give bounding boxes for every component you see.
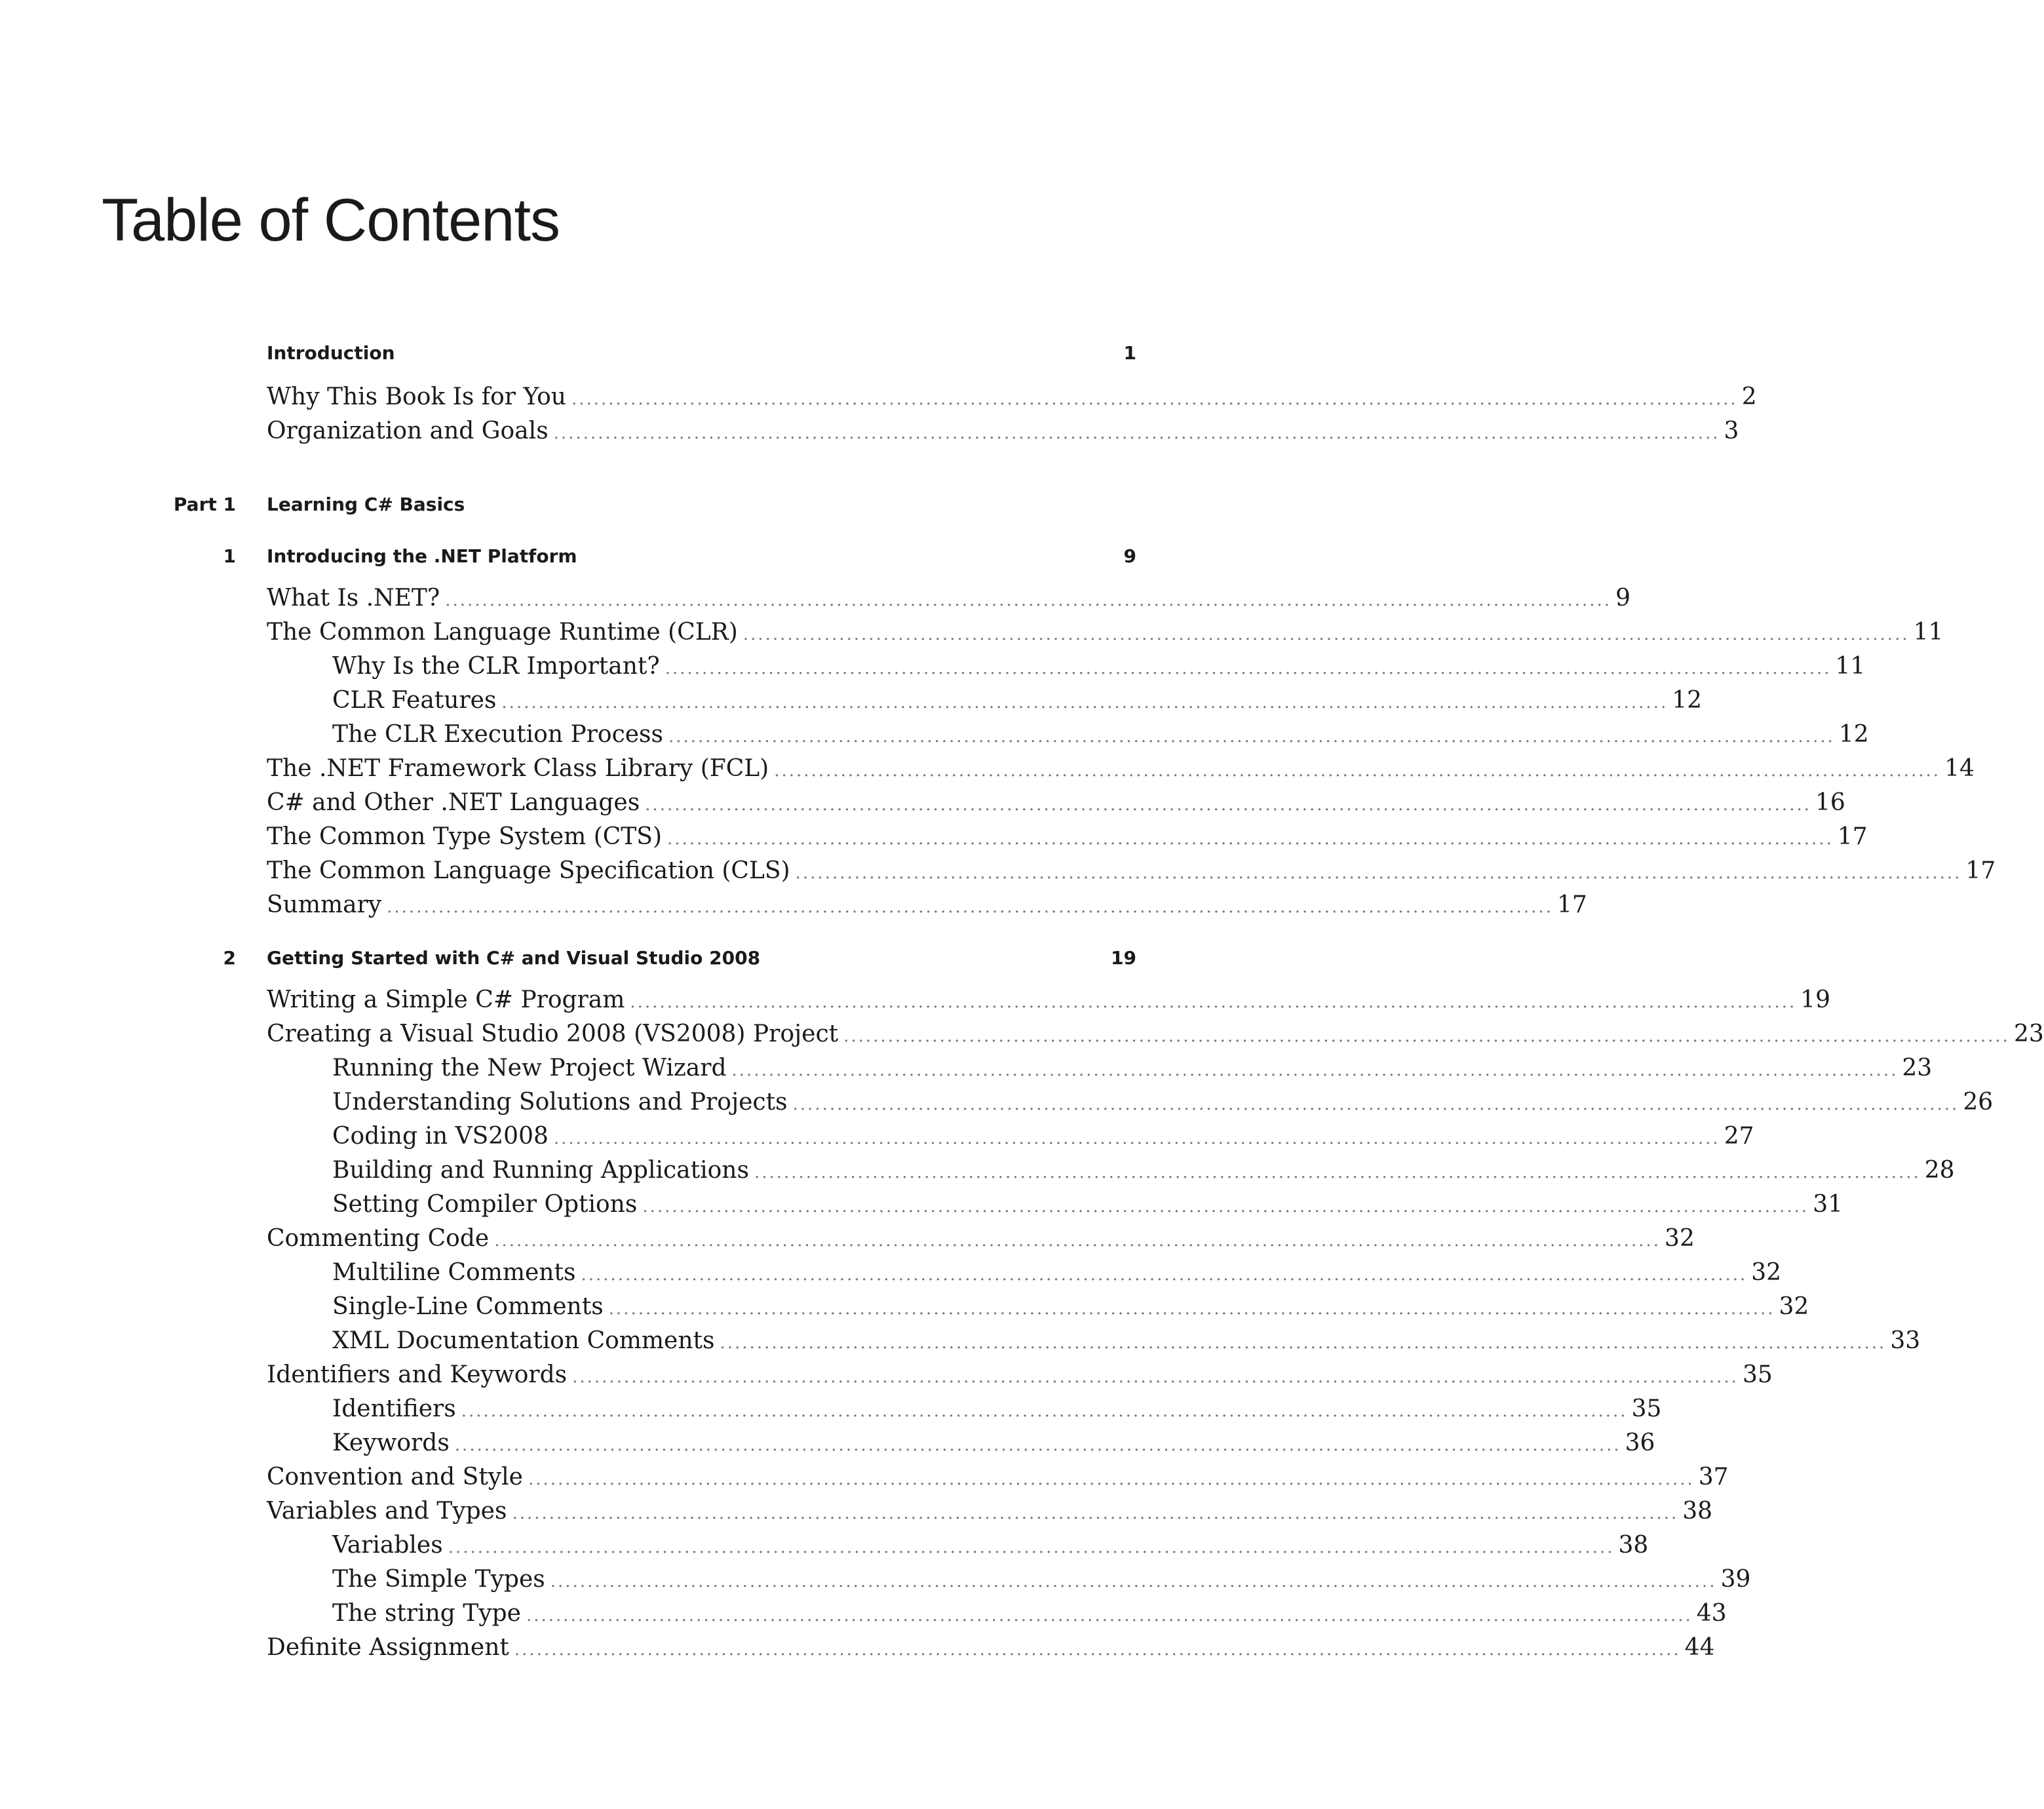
- toc-entry[interactable]: [267, 418, 1739, 444]
- dot-leader: ..............................................................................................................................................................: [792, 1095, 1959, 1114]
- dot-leader: ..............................................................................................................................................................: [795, 863, 1962, 883]
- entry-page-number: 38: [1682, 1498, 1713, 1525]
- entry-label: The Common Language Runtime (CLR): [267, 619, 738, 646]
- toc-entry[interactable]: [267, 755, 1975, 782]
- introduction-heading[interactable]: [267, 342, 1136, 364]
- entry-label: Variables and Types: [267, 1498, 507, 1525]
- entry-page-number: 37: [1698, 1464, 1729, 1490]
- chapter-number: 2: [223, 947, 236, 969]
- page-title: Table of Contents: [102, 187, 560, 254]
- toc-entry[interactable]: [267, 789, 1845, 816]
- entry-page-number: 12: [1838, 721, 1869, 748]
- part-heading[interactable]: [267, 494, 1136, 515]
- entry-label: The Common Type System (CTS): [267, 823, 663, 850]
- chapter-number: 1: [223, 545, 236, 567]
- entry-page-number: 32: [1751, 1259, 1782, 1286]
- toc-entry[interactable]: [332, 1055, 1933, 1081]
- dot-leader: ..............................................................................................................................................................: [667, 829, 1834, 849]
- entry-label: Multiline Comments: [332, 1259, 576, 1286]
- entry-page-number: 38: [1618, 1532, 1649, 1559]
- dot-leader: ..............................................................................................................................................................: [581, 1265, 1748, 1285]
- dot-leader: ..............................................................................................................................................................: [742, 625, 1910, 644]
- entry-label: The CLR Execution Process: [332, 721, 663, 748]
- toc-entry[interactable]: [332, 1600, 1727, 1627]
- toc-entry[interactable]: [267, 1498, 1713, 1525]
- dot-leader: ..............................................................................................................................................................: [501, 693, 1668, 712]
- entry-page-number: 39: [1720, 1566, 1751, 1593]
- toc-entry[interactable]: [332, 1123, 1754, 1150]
- dot-leader: ..............................................................................................................................................................: [512, 1504, 1679, 1523]
- entry-label: Creating a Visual Studio 2008 (VS2008) Project: [267, 1021, 839, 1047]
- heading-title: Introduction: [267, 342, 395, 364]
- dot-leader: ..............................................................................................................................................................: [668, 727, 1835, 747]
- entry-label: Writing a Simple C# Program: [267, 986, 625, 1013]
- toc-entry[interactable]: [332, 653, 1866, 680]
- chapter-page-number: 9: [1123, 545, 1136, 567]
- dot-leader: ..............................................................................................................................................................: [720, 1333, 1887, 1353]
- entry-page-number: 23: [1902, 1055, 1933, 1081]
- dot-leader: ..............................................................................................................................................................: [553, 423, 1720, 443]
- entry-page-number: 35: [1631, 1395, 1662, 1422]
- toc-entry[interactable]: [267, 619, 1944, 646]
- entry-page-number: 11: [1913, 619, 1944, 646]
- entry-page-number: 32: [1779, 1293, 1809, 1320]
- entry-page-number: 17: [1965, 857, 1996, 884]
- dot-leader: ..............................................................................................................................................................: [445, 591, 1612, 610]
- toc-entry[interactable]: [267, 1225, 1695, 1252]
- dot-leader: ..............................................................................................................................................................: [642, 1197, 1809, 1216]
- dot-leader: ..............................................................................................................................................................: [528, 1469, 1695, 1489]
- toc-entry[interactable]: [332, 1566, 1751, 1593]
- entry-label: Identifiers and Keywords: [267, 1361, 568, 1388]
- entry-page-number: 26: [1963, 1089, 1994, 1116]
- dot-leader: ..............................................................................................................................................................: [630, 992, 1797, 1012]
- entry-label: Why Is the CLR Important?: [332, 653, 660, 680]
- toc-entry[interactable]: [332, 1089, 1994, 1116]
- dot-leader: ..............................................................................................................................................................: [550, 1572, 1717, 1591]
- entry-label: Organization and Goals: [267, 418, 549, 444]
- toc-entry[interactable]: [267, 823, 1868, 850]
- dot-leader: ..............................................................................................................................................................: [572, 1367, 1739, 1387]
- entry-page-number: 27: [1724, 1123, 1754, 1150]
- entry-label: Setting Compiler Options: [332, 1191, 638, 1218]
- dot-leader: ..............................................................................................................................................................: [774, 761, 1941, 781]
- dot-leader: ..............................................................................................................................................................: [387, 897, 1553, 917]
- entry-page-number: 44: [1684, 1634, 1715, 1661]
- entry-label: Why This Book Is for You: [267, 383, 566, 410]
- dot-leader: ..............................................................................................................................................................: [571, 389, 1738, 409]
- entry-page-number: 31: [1813, 1191, 1843, 1218]
- entry-page-number: 9: [1615, 585, 1630, 612]
- entry-label: Variables: [332, 1532, 443, 1559]
- entry-page-number: 12: [1672, 687, 1703, 714]
- chapter-heading[interactable]: [267, 545, 1136, 567]
- dot-leader: ..............................................................................................................................................................: [461, 1401, 1628, 1421]
- entry-label: CLR Features: [332, 687, 497, 714]
- entry-label: The Common Language Specification (CLS): [267, 857, 790, 884]
- entry-page-number: 33: [1890, 1327, 1921, 1354]
- toc-entry[interactable]: [267, 1021, 2044, 1047]
- chapter-title: Introducing the .NET Platform: [267, 545, 577, 567]
- part-label: Part 1: [173, 494, 236, 515]
- entry-label: C# and Other .NET Languages: [267, 789, 640, 816]
- entry-page-number: 23: [2013, 1021, 2044, 1047]
- entry-label: What Is .NET?: [267, 585, 440, 612]
- toc-entry[interactable]: [267, 857, 1996, 884]
- toc-entry[interactable]: [332, 687, 1703, 714]
- entry-page-number: 32: [1665, 1225, 1695, 1252]
- toc-entry[interactable]: [332, 1395, 1662, 1422]
- chapter-heading[interactable]: [267, 947, 1136, 969]
- toc-entry[interactable]: [332, 1532, 1649, 1559]
- dot-leader: ..............................................................................................................................................................: [514, 1640, 1681, 1660]
- entry-page-number: 35: [1742, 1361, 1773, 1388]
- dot-leader: ..............................................................................................................................................................: [645, 795, 1811, 815]
- entry-page-number: 3: [1724, 418, 1739, 444]
- dot-leader: ..............................................................................................................................................................: [448, 1538, 1615, 1557]
- dot-leader: ..............................................................................................................................................................: [454, 1435, 1621, 1455]
- toc-entry[interactable]: [267, 986, 1831, 1013]
- toc-entry[interactable]: [332, 1157, 1955, 1184]
- entry-label: XML Documentation Comments: [332, 1327, 715, 1354]
- entry-page-number: 2: [1741, 383, 1757, 410]
- part-title: Learning C# Basics: [267, 494, 465, 515]
- entry-page-number: 43: [1696, 1600, 1727, 1627]
- entry-label: Summary: [267, 891, 382, 918]
- entry-label: The string Type: [332, 1600, 521, 1627]
- dot-leader: ..............................................................................................................................................................: [754, 1163, 1921, 1182]
- entry-page-number: 28: [1924, 1157, 1955, 1184]
- entry-label: Running the New Project Wizard: [332, 1055, 727, 1081]
- entry-label: The Simple Types: [332, 1566, 545, 1593]
- entry-page-number: 36: [1625, 1430, 1655, 1456]
- toc-entry[interactable]: [267, 585, 1630, 612]
- entry-page-number: 17: [1556, 891, 1587, 918]
- entry-label: Convention and Style: [267, 1464, 523, 1490]
- entry-label: Commenting Code: [267, 1225, 490, 1252]
- toc-entry[interactable]: [267, 1361, 1773, 1388]
- entry-label: Understanding Solutions and Projects: [332, 1089, 788, 1116]
- entry-page-number: 19: [1800, 986, 1831, 1013]
- toc-entry[interactable]: [332, 1430, 1655, 1456]
- dot-leader: ..............................................................................................................................................................: [665, 659, 1832, 678]
- dot-leader: ..............................................................................................................................................................: [843, 1026, 2010, 1046]
- entry-label: Single-Line Comments: [332, 1293, 604, 1320]
- dot-leader: ..............................................................................................................................................................: [608, 1299, 1775, 1319]
- toc-entry[interactable]: [267, 1634, 1715, 1661]
- entry-label: The .NET Framework Class Library (FCL): [267, 755, 769, 782]
- dot-leader: ..............................................................................................................................................................: [731, 1060, 1899, 1080]
- chapter-page-number: 19: [1111, 947, 1136, 969]
- heading-page-number: 1: [1123, 342, 1136, 364]
- entry-page-number: 16: [1815, 789, 1845, 816]
- toc-entry[interactable]: [332, 1259, 1782, 1286]
- entry-page-number: 14: [1944, 755, 1975, 782]
- toc-entry[interactable]: [332, 1327, 1921, 1354]
- entry-label: Building and Running Applications: [332, 1157, 749, 1184]
- toc-entry[interactable]: [332, 721, 1869, 748]
- entry-page-number: 17: [1837, 823, 1868, 850]
- entry-page-number: 11: [1835, 653, 1866, 680]
- dot-leader: ..............................................................................................................................................................: [553, 1129, 1720, 1148]
- entry-label: Identifiers: [332, 1395, 456, 1422]
- dot-leader: ..............................................................................................................................................................: [494, 1231, 1661, 1251]
- entry-label: Coding in VS2008: [332, 1123, 549, 1150]
- toc-entry[interactable]: [332, 1191, 1843, 1218]
- chapter-title: Getting Started with C# and Visual Studio 2008: [267, 947, 761, 969]
- dot-leader: ..............................................................................................................................................................: [526, 1606, 1693, 1625]
- toc-entry[interactable]: [267, 383, 1757, 410]
- entry-label: Keywords: [332, 1430, 450, 1456]
- entry-label: Definite Assignment: [267, 1634, 509, 1661]
- toc-entry[interactable]: [267, 1464, 1729, 1490]
- toc-entry[interactable]: [332, 1293, 1809, 1320]
- toc-entry[interactable]: [267, 891, 1587, 918]
